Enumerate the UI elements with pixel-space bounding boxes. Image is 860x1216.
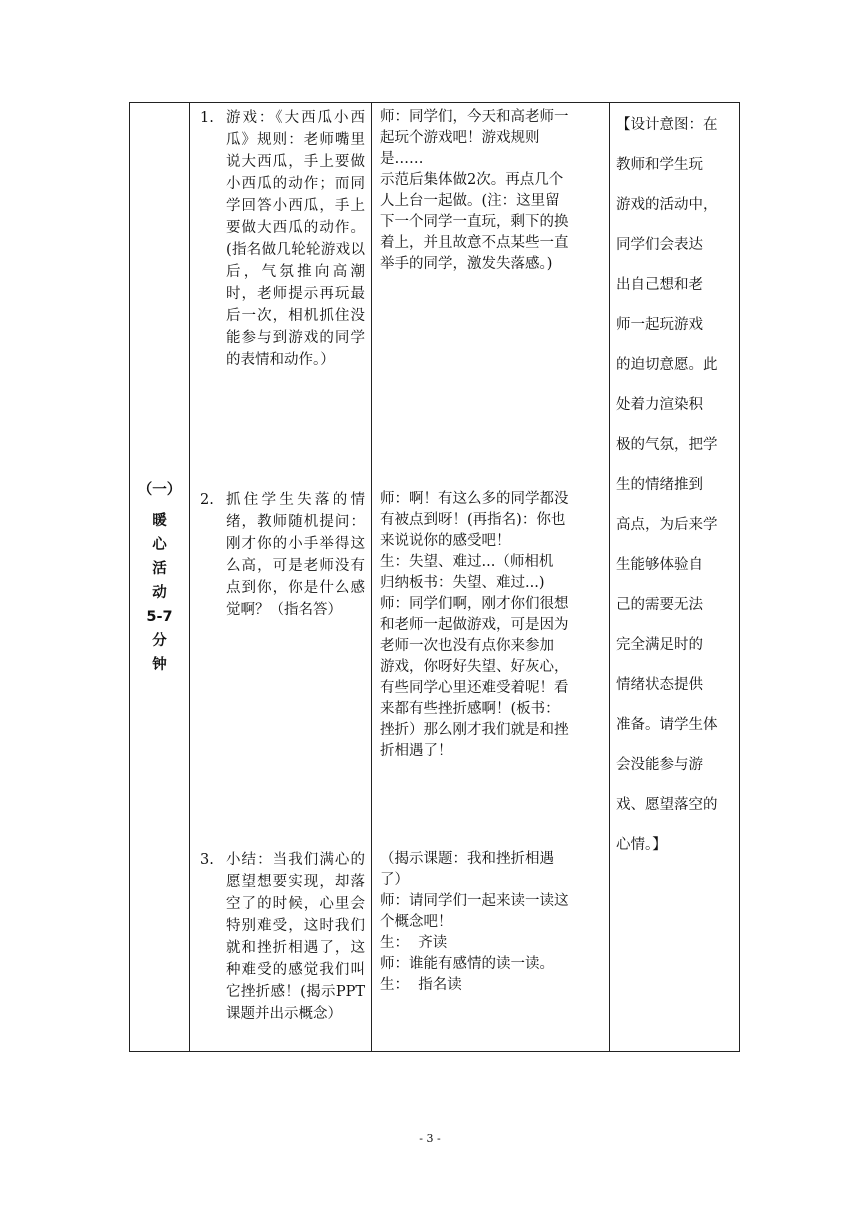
- step-index: 2.: [200, 492, 214, 508]
- dialogue-cell: [372, 103, 610, 1052]
- page-number: - 3 -: [419, 1132, 441, 1145]
- phase-title-char: 钟: [152, 656, 167, 673]
- steps-cell: [190, 103, 372, 1052]
- step-text: 小结：当我们满心的愿望想要实现，却落空了的时候，心里会特别难受，这时我们就和挫折相遇了，这种难受的感觉我们叫它挫折感！(揭示PPT课题并出示概念）: [226, 852, 365, 1022]
- step-index: 1.: [200, 110, 214, 126]
- step-item: [198, 489, 365, 621]
- phase-number: （一）: [137, 481, 182, 498]
- step-text: 游戏：《大西瓜小西瓜》规则：老师嘴里说大西瓜，手上要做小西瓜的动作；而同学回答小西瓜，手上要做大西瓜的动作。(指名做几轮轮游戏以后，气氛推向高潮时，老师提示再玩最后一次，相机抓住没能参与到游戏的同学的表情和动作。）: [226, 110, 365, 368]
- lesson-plan-table: [129, 102, 740, 1052]
- phase-title-char: 分: [152, 632, 167, 649]
- step-item: [198, 849, 365, 1025]
- design-intent-text: 【设计意图：在 教师和学生玩 游戏的活动中， 同学们会表达 出自己想和老 师一起玩游戏 的迫切意愿。此 处着力渲染积 极的气氛，把学 生的情绪推到 高点，为后来学 生能够体验自 己的需要无法 完全满足时的 情绪状态提供 准备。请学生体 会没能参与游 戏、愿望落空的 心情。】: [616, 117, 718, 853]
- dialogue-block: 师：啊！有这么多的同学都没 有被点到呀！(再指名)：你也 来说说你的感受吧！ 生：失望、难过...（师相机 归纳板书：失望、难过...) 师：同学们啊，刚才你们很想 和老师一起做游戏，可是因为 老师一次也没有点你来参加 游戏，你呀好失望、好灰心， 有些同学心里还难受着呢！看 来都有些挫折感啊！(板书： 挫折）那么刚才我们就是和挫 折相遇了！: [380, 491, 569, 759]
- step-index: 3.: [200, 852, 214, 868]
- phase-title-char: 心: [152, 536, 167, 553]
- dialogue-block: 师：同学们，今天和高老师一 起玩个游戏吧！游戏规则 是…… 示范后集体做2次。再点几个 人上台一起做。(注：这里留 下一个同学一直玩，剩下的换 着上，并且故意不点某些一直 举手的同学，激发失落感。): [380, 109, 569, 272]
- dialogue-block: （揭示课题：我和挫折相遇 了） 师：请同学们一起来读一读这 个概念吧！ 生： 齐读 师：谁能有感情的读一读。 生： 指名读: [380, 851, 569, 993]
- step-item: [198, 107, 365, 371]
- phase-title-char: 活: [152, 560, 167, 577]
- table-row: [130, 103, 740, 1052]
- phase-cell: [130, 103, 190, 1052]
- design-intent-cell: [610, 103, 740, 1052]
- phase-title-char: 暖: [152, 512, 167, 529]
- phase-title-char: 动: [152, 584, 167, 601]
- phase-duration: 5-7: [146, 608, 173, 625]
- step-text: 抓住学生失落的情绪，教师随机提问：刚才你的小手举得这么高，可是老师没有点到你，你是什么感觉啊？（指名答）: [226, 492, 365, 618]
